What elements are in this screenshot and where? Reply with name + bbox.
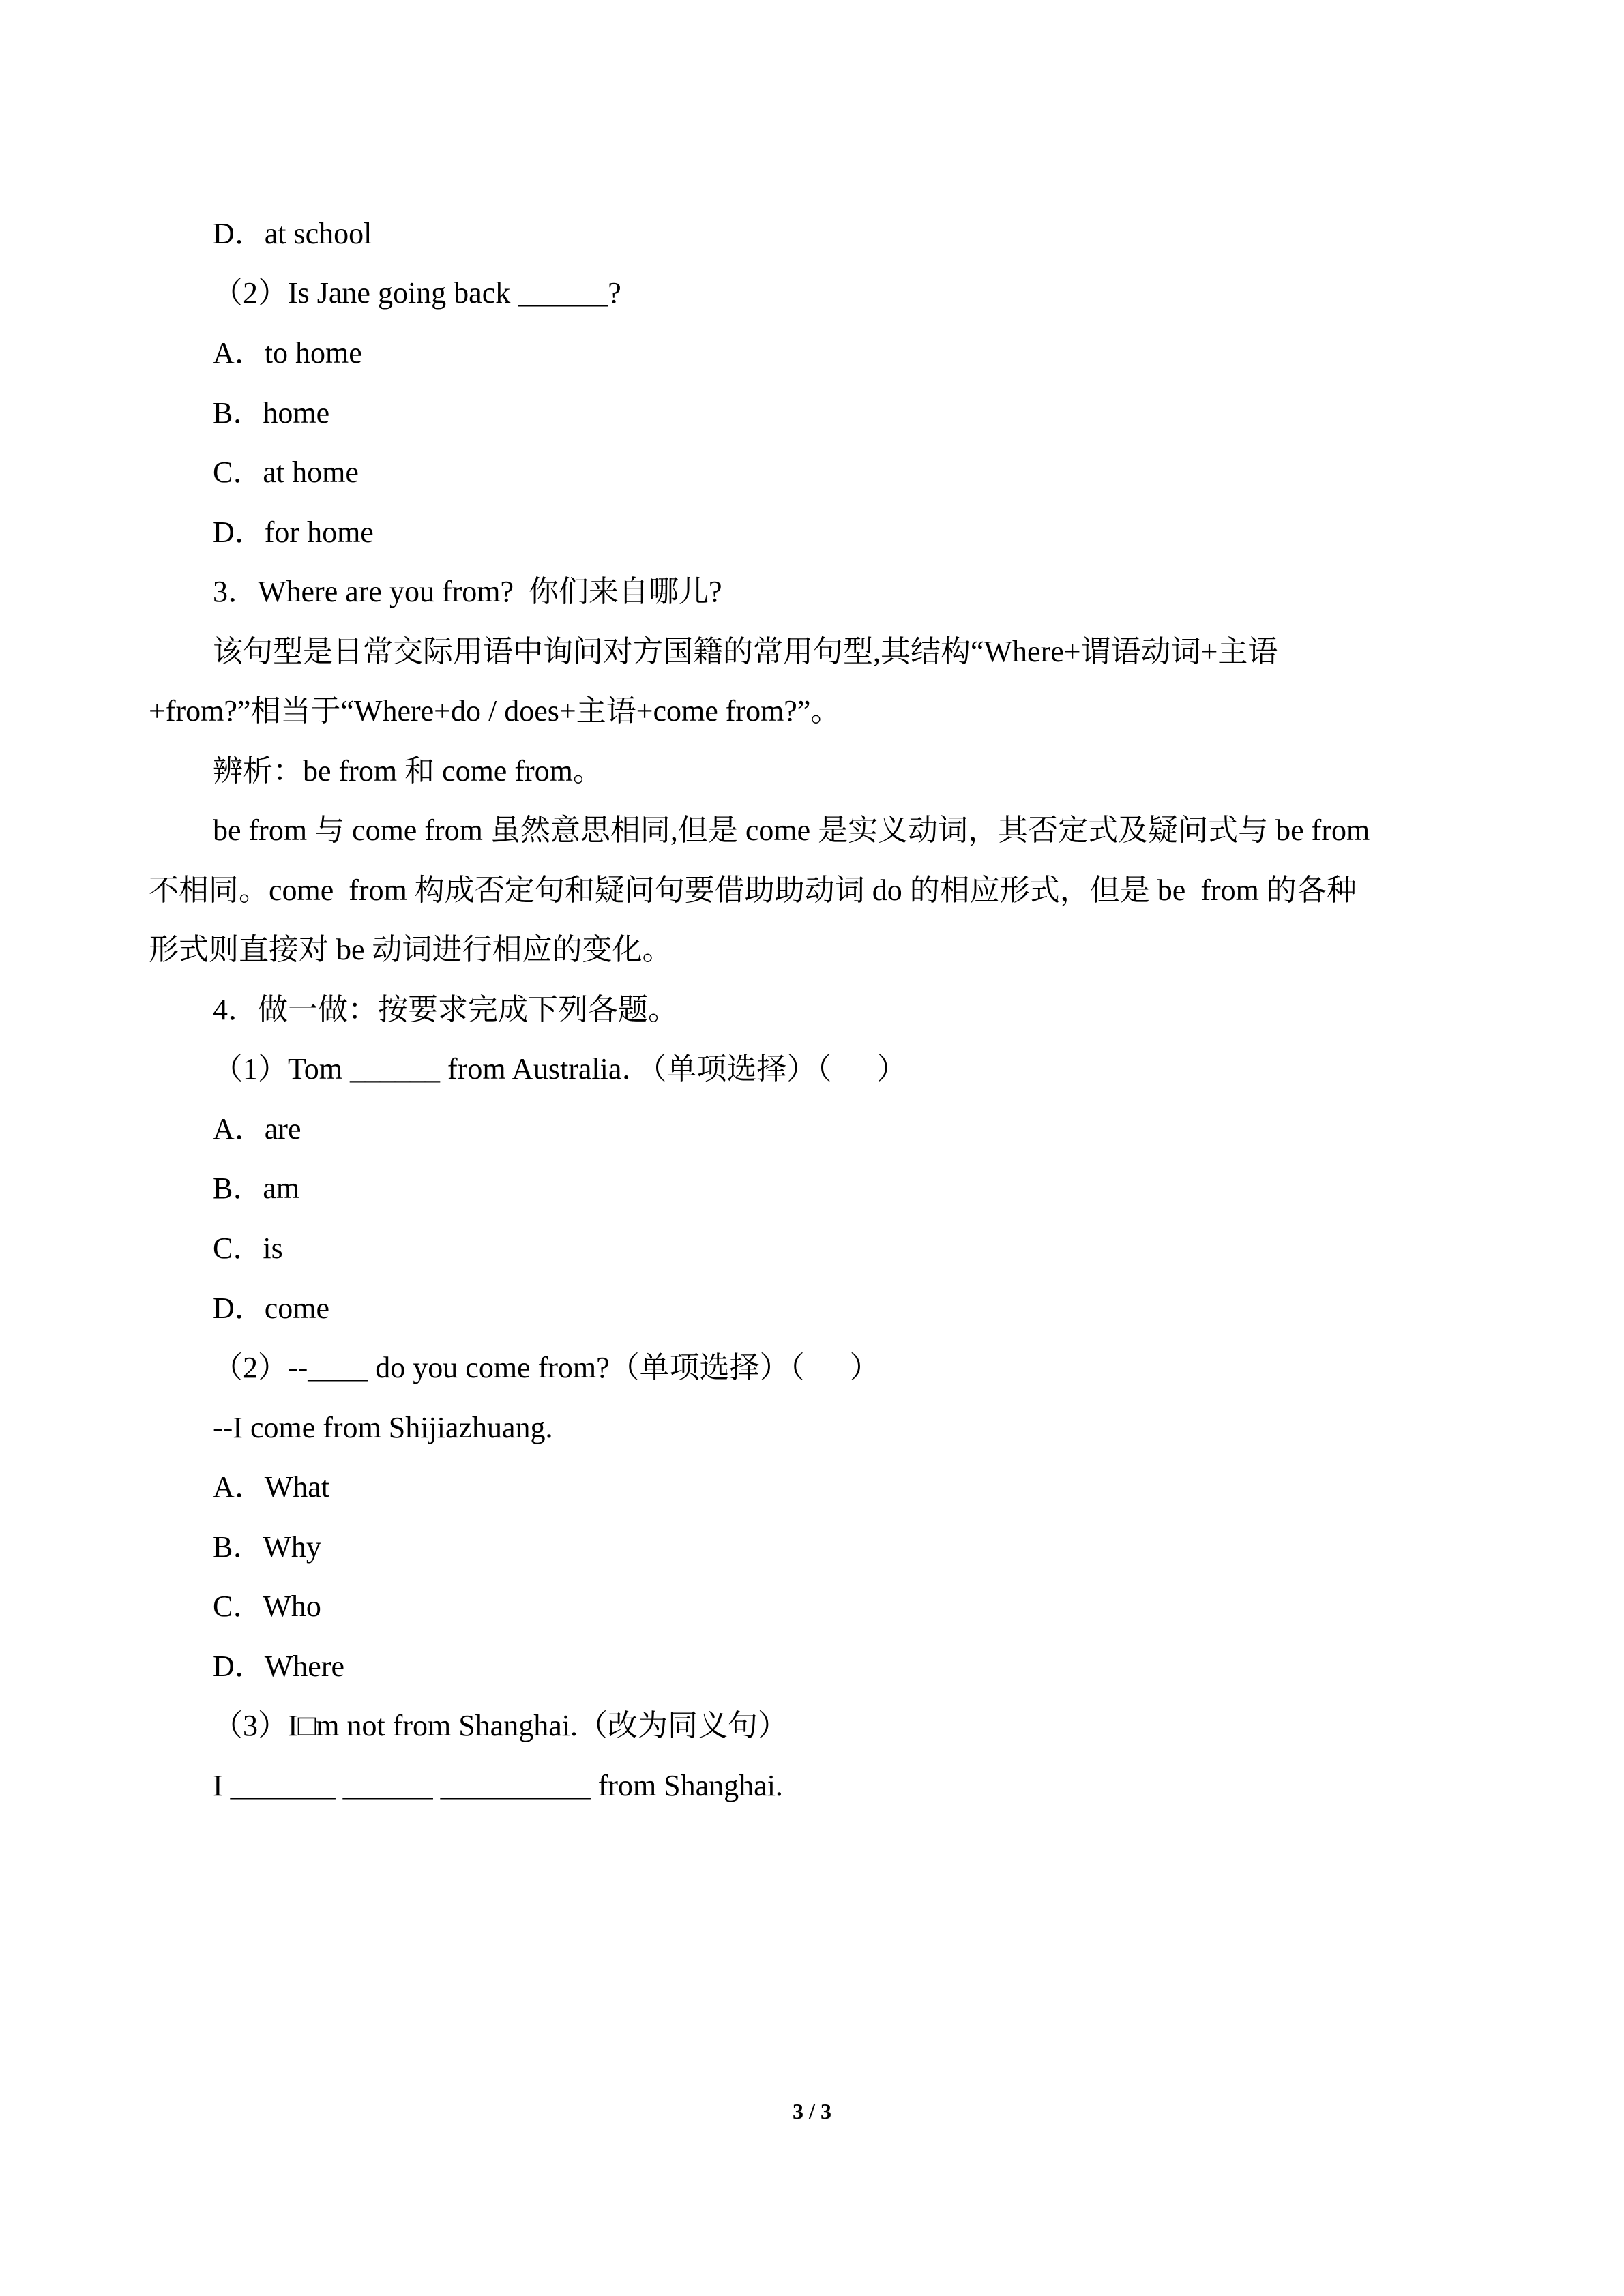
option-a-what: A．What [213,1470,330,1504]
question-2-where: （2）--____ do you come from?（单项选择）（ ） [213,1351,880,1384]
question-1-tom: （1）Tom ______ from Australia．（单项选择）（ ） [213,1052,907,1086]
answer-shijiazhuang: --I come from Shijiazhuang. [213,1411,553,1444]
option-b-home: B．home [213,396,330,430]
analysis-heading: 辨析：be from 和 come from。 [213,754,603,788]
page-number: 3 / 3 [793,2099,831,2123]
option-d-for-home: D．for home [213,516,374,549]
explanation-line-1: 该句型是日常交际用语中询问对方国籍的常用句型,其结构“Where+谓语动词+主语 [213,635,1278,668]
option-b-am: B．am [213,1172,300,1205]
question-2-jane: （2）Is Jane going back ＿＿＿? [213,276,621,310]
explanation-line-2: +from?”相当于“Where+do / does+主语+come from?”。 [149,694,841,728]
option-b-why: B．Why [213,1530,321,1564]
option-d-where: D．Where [213,1650,345,1683]
analysis-line-2: 不相同。come from 构成否定句和疑问句要借助助动词 do 的相应形式，但是 be from 的各种 [149,874,1357,907]
section-4-heading: 4．做一做：按要求完成下列各题。 [213,993,678,1026]
option-a-to-home: A．to home [213,336,362,370]
question-3-shanghai: （3）I□m not from Shanghai.（改为同义句） [213,1709,788,1742]
option-d-at-school: D．at school [213,217,372,250]
section-3-heading: 3．Where are you from? 你们来自哪儿? [213,575,722,608]
option-c-who: C．Who [213,1590,321,1623]
option-c-at-home: C．at home [213,456,359,489]
fill-in-blank-line: I _______ ______ __________ from Shanghai. [213,1769,783,1802]
option-a-are: A．are [213,1112,301,1146]
option-c-is: C．is [213,1232,283,1265]
analysis-line-1: be from 与 come from 虽然意思相同,但是 come 是实义动词，其否定式及疑问式与 be from [213,814,1370,847]
option-d-come: D．come [213,1292,330,1325]
analysis-line-3: 形式则直接对 be 动词进行相应的变化。 [149,933,673,966]
